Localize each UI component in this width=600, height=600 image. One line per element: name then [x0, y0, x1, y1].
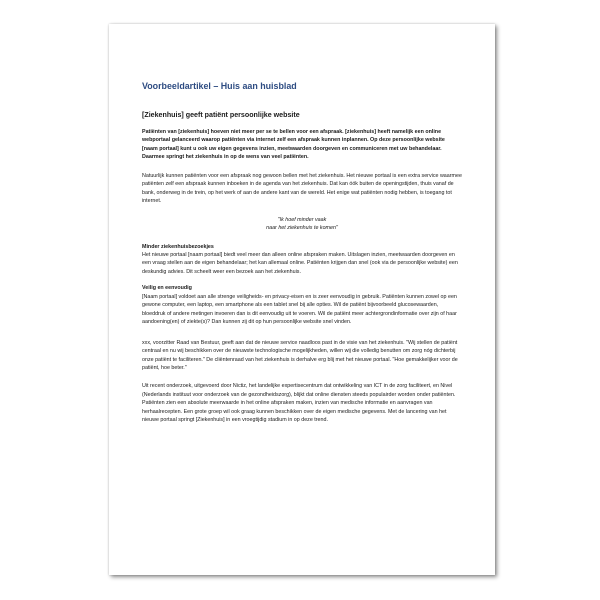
article-headline: [Ziekenhuis] geeft patiënt persoonlijke website — [142, 111, 300, 119]
article-paragraph-1: Natuurlijk kunnen patiënten voor een afspraak nog gewoon bellen met het ziekenhuis. Het nieuwe portaal is een extra service waarmee patiënten zelf een afspraak kunnen inboeken in de agenda van het ziekenhuis. Dat kan óók buiten de openingstijden, thuis vanaf de bank, onderweg in de trein, op het werk of aan de andere kant van de wereld. Het enige wat patiënten nodig hebben, is toegang tot internet. — [142, 172, 462, 205]
article-paragraph-2: xxx, voorzitter Raad van Bestuur, geeft aan dat de nieuwe service naadloos past in de visie van het ziekenhuis. "Wij stellen de patiënt centraal en nu wij beschikken over de nieuwste technologische mogelijkheden, willen wij die volledig benutten om zorg nóg dichterbij onze patiënt te faciliteren." De cliëntenraad van het ziekenhuis is derhalve erg blij met het nieuwe portaal. "Hoe gemakkelijker voor de patiënt, hoe beter." — [142, 339, 458, 371]
section-minder-ziekenhuisbezoekjes — [142, 243, 462, 277]
section-2-text: [Naam portaal] voldoet aan alle strenge veiligheids- en privacy-eisen en is zeer eenvoudig in gebruik. Patiënten kunnen zowel op een gewone computer, een laptop, een smartphone als een tablet snel bij alle opties. Wil de patiënt bijvoorbeeld glucosewaarden, bloeddruk of andere metingen invoeren dan is dit eenvoudig uit te voeren. Wil de patiënt meer achtergrondinformatie over zijn of haar aandoening(en) of ziekte(s)? Dan kunnen zij dit op hun persoonlijke website snel vinden. — [142, 293, 457, 326]
section-1-heading: Minder ziekenhuisbezoekjes — [142, 243, 214, 250]
article-paragraph-3: Uit recent onderzoek, uitgevoerd door Nictiz, het landelijke expertisecentrum dat ontwikkeling van ICT in de zorg faciliteert, en Nivel (Nederlands instituut voor onderzoek van de gezondheidszorg), blijkt dat online diensten steeds populairder worden onder patiënten. Patiënten zien een absolute meerwaarde in het online afspraken maken, inzien van medische informatie en aanvragen van herhaalrecepten. Een grote groep wil ook graag kunnen beschikken over de eigen medische gegevens. Met de lancering van het nieuwe portaal springt [Ziekenhuis] in een vroegtijdig stadium in op deze trend. — [142, 383, 456, 424]
section-2-heading: Veilig en eenvoudig — [142, 285, 192, 292]
pull-quote — [142, 216, 462, 233]
article-intro: Patiënten van [ziekenhuis] hoeven niet meer per se te bellen voor een afspraak. [ziekenhuis] heeft namelijk een online webportaal gelanceerd waarop patiënten via internet zelf een afspraak kunnen inplannen. Op deze persoonlijke website [naam portaal] kunt u ook uw eigen gegevens inzien, meetwaarden doorgeven en communiceren met uw behandelaar. Daarmee springt het ziekenhuis in op de wens van veel patiënten. — [142, 129, 445, 161]
document-page — [109, 24, 495, 575]
pull-quote-line-1: "Ik hoef minder vaak — [277, 216, 327, 223]
document-title: Voorbeeldartikel – Huis aan huisblad — [142, 81, 297, 91]
section-veilig-en-eenvoudig — [142, 284, 462, 326]
section-1-text: Het nieuwe portaal [naam portaal] biedt veel meer dan alleen online afspraken maken. Uitslagen inzien, meetwaarden doorgeven en een vraag stellen aan de eigen behandelaar; het kan allemaal online. Patiënten krijgen dan snel (ook via de persoonlijke website) een deskundig advies. Dit scheelt weer een bezoek aan het ziekenhuis. — [142, 251, 458, 275]
pull-quote-line-2: naar het ziekenhuis te komen" — [266, 225, 338, 232]
